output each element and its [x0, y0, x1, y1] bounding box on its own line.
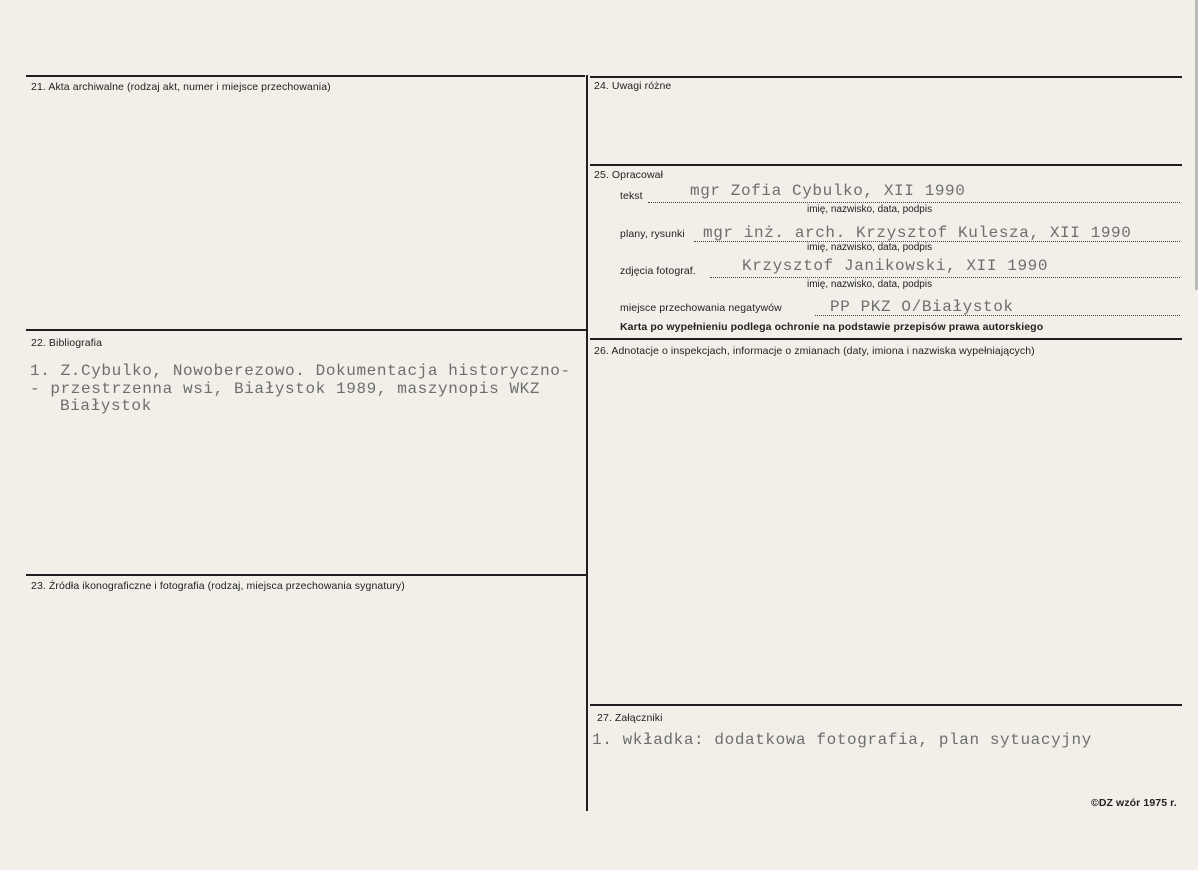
tekst-sublabel: imię, nazwisko, data, podpis [807, 204, 933, 215]
zdjecia-value: Krzysztof Janikowski, XII 1990 [742, 257, 1049, 275]
zdjecia-label: zdjęcia fotograf. [620, 265, 696, 277]
tekst-dotted-line [648, 202, 1180, 203]
section-25-label: 25. Opracował [594, 169, 664, 181]
copyright-notice: Karta po wypełnieniu podlega ochronie na podstawie przepisów prawa autorskiego [620, 321, 1044, 333]
plany-value: mgr inż. arch. Krzysztof Kulesza, XII 1990 [703, 224, 1132, 242]
rule-25-top [590, 164, 1182, 166]
form-identifier: ©DZ wzór 1975 r. [1091, 797, 1177, 809]
zdjecia-sublabel: imię, nazwisko, data, podpis [807, 279, 933, 290]
section-21-label: 21. Akta archiwalne (rodzaj akt, numer i miejsce przechowania) [31, 81, 331, 93]
plany-sublabel: imię, nazwisko, data, podpis [807, 242, 933, 253]
tekst-label: tekst [620, 190, 643, 202]
bibliography-line-3: Białystok [60, 397, 152, 415]
rule-27-top [590, 704, 1182, 706]
section-27-label: 27. Załączniki [597, 712, 663, 724]
negatywy-dotted-line [815, 315, 1180, 316]
plany-label: plany, rysunki [620, 228, 685, 240]
center-divider [586, 75, 588, 811]
section-24-label: 24. Uwagi różne [594, 80, 672, 92]
section-22-label: 22. Bibliografia [31, 337, 103, 349]
negatywy-value: PP PKZ O/Białystok [830, 298, 1014, 316]
top-rule-left [26, 75, 585, 77]
rule-26-top [590, 338, 1182, 340]
rule-22-top [26, 329, 586, 331]
section-23-label: 23. Źródła ikonograficzne i fotografia (rodzaj, miejsca przechowania sygnatury) [31, 580, 405, 592]
bibliography-line-1: 1. Z.Cybulko, Nowoberezowo. Dokumentacja historyczno- [30, 362, 571, 380]
plany-dotted-line [694, 241, 1180, 242]
section-26-label: 26. Adnotacje o inspekcjach, informacje o zmianach (daty, imiona i nazwiska wypełniających) [594, 345, 1035, 357]
tekst-value: mgr Zofia Cybulko, XII 1990 [690, 182, 966, 200]
zdjecia-dotted-line [710, 277, 1180, 278]
rule-23-top [26, 574, 586, 576]
top-rule-right [590, 76, 1182, 78]
bibliography-line-2: - przestrzenna wsi, Białystok 1989, maszynopis WKZ [30, 380, 541, 398]
negatywy-label: miejsce przechowania negatywów [620, 302, 782, 314]
attachments-line-1: 1. wkładka: dodatkowa fotografia, plan sytuacyjny [592, 731, 1092, 749]
